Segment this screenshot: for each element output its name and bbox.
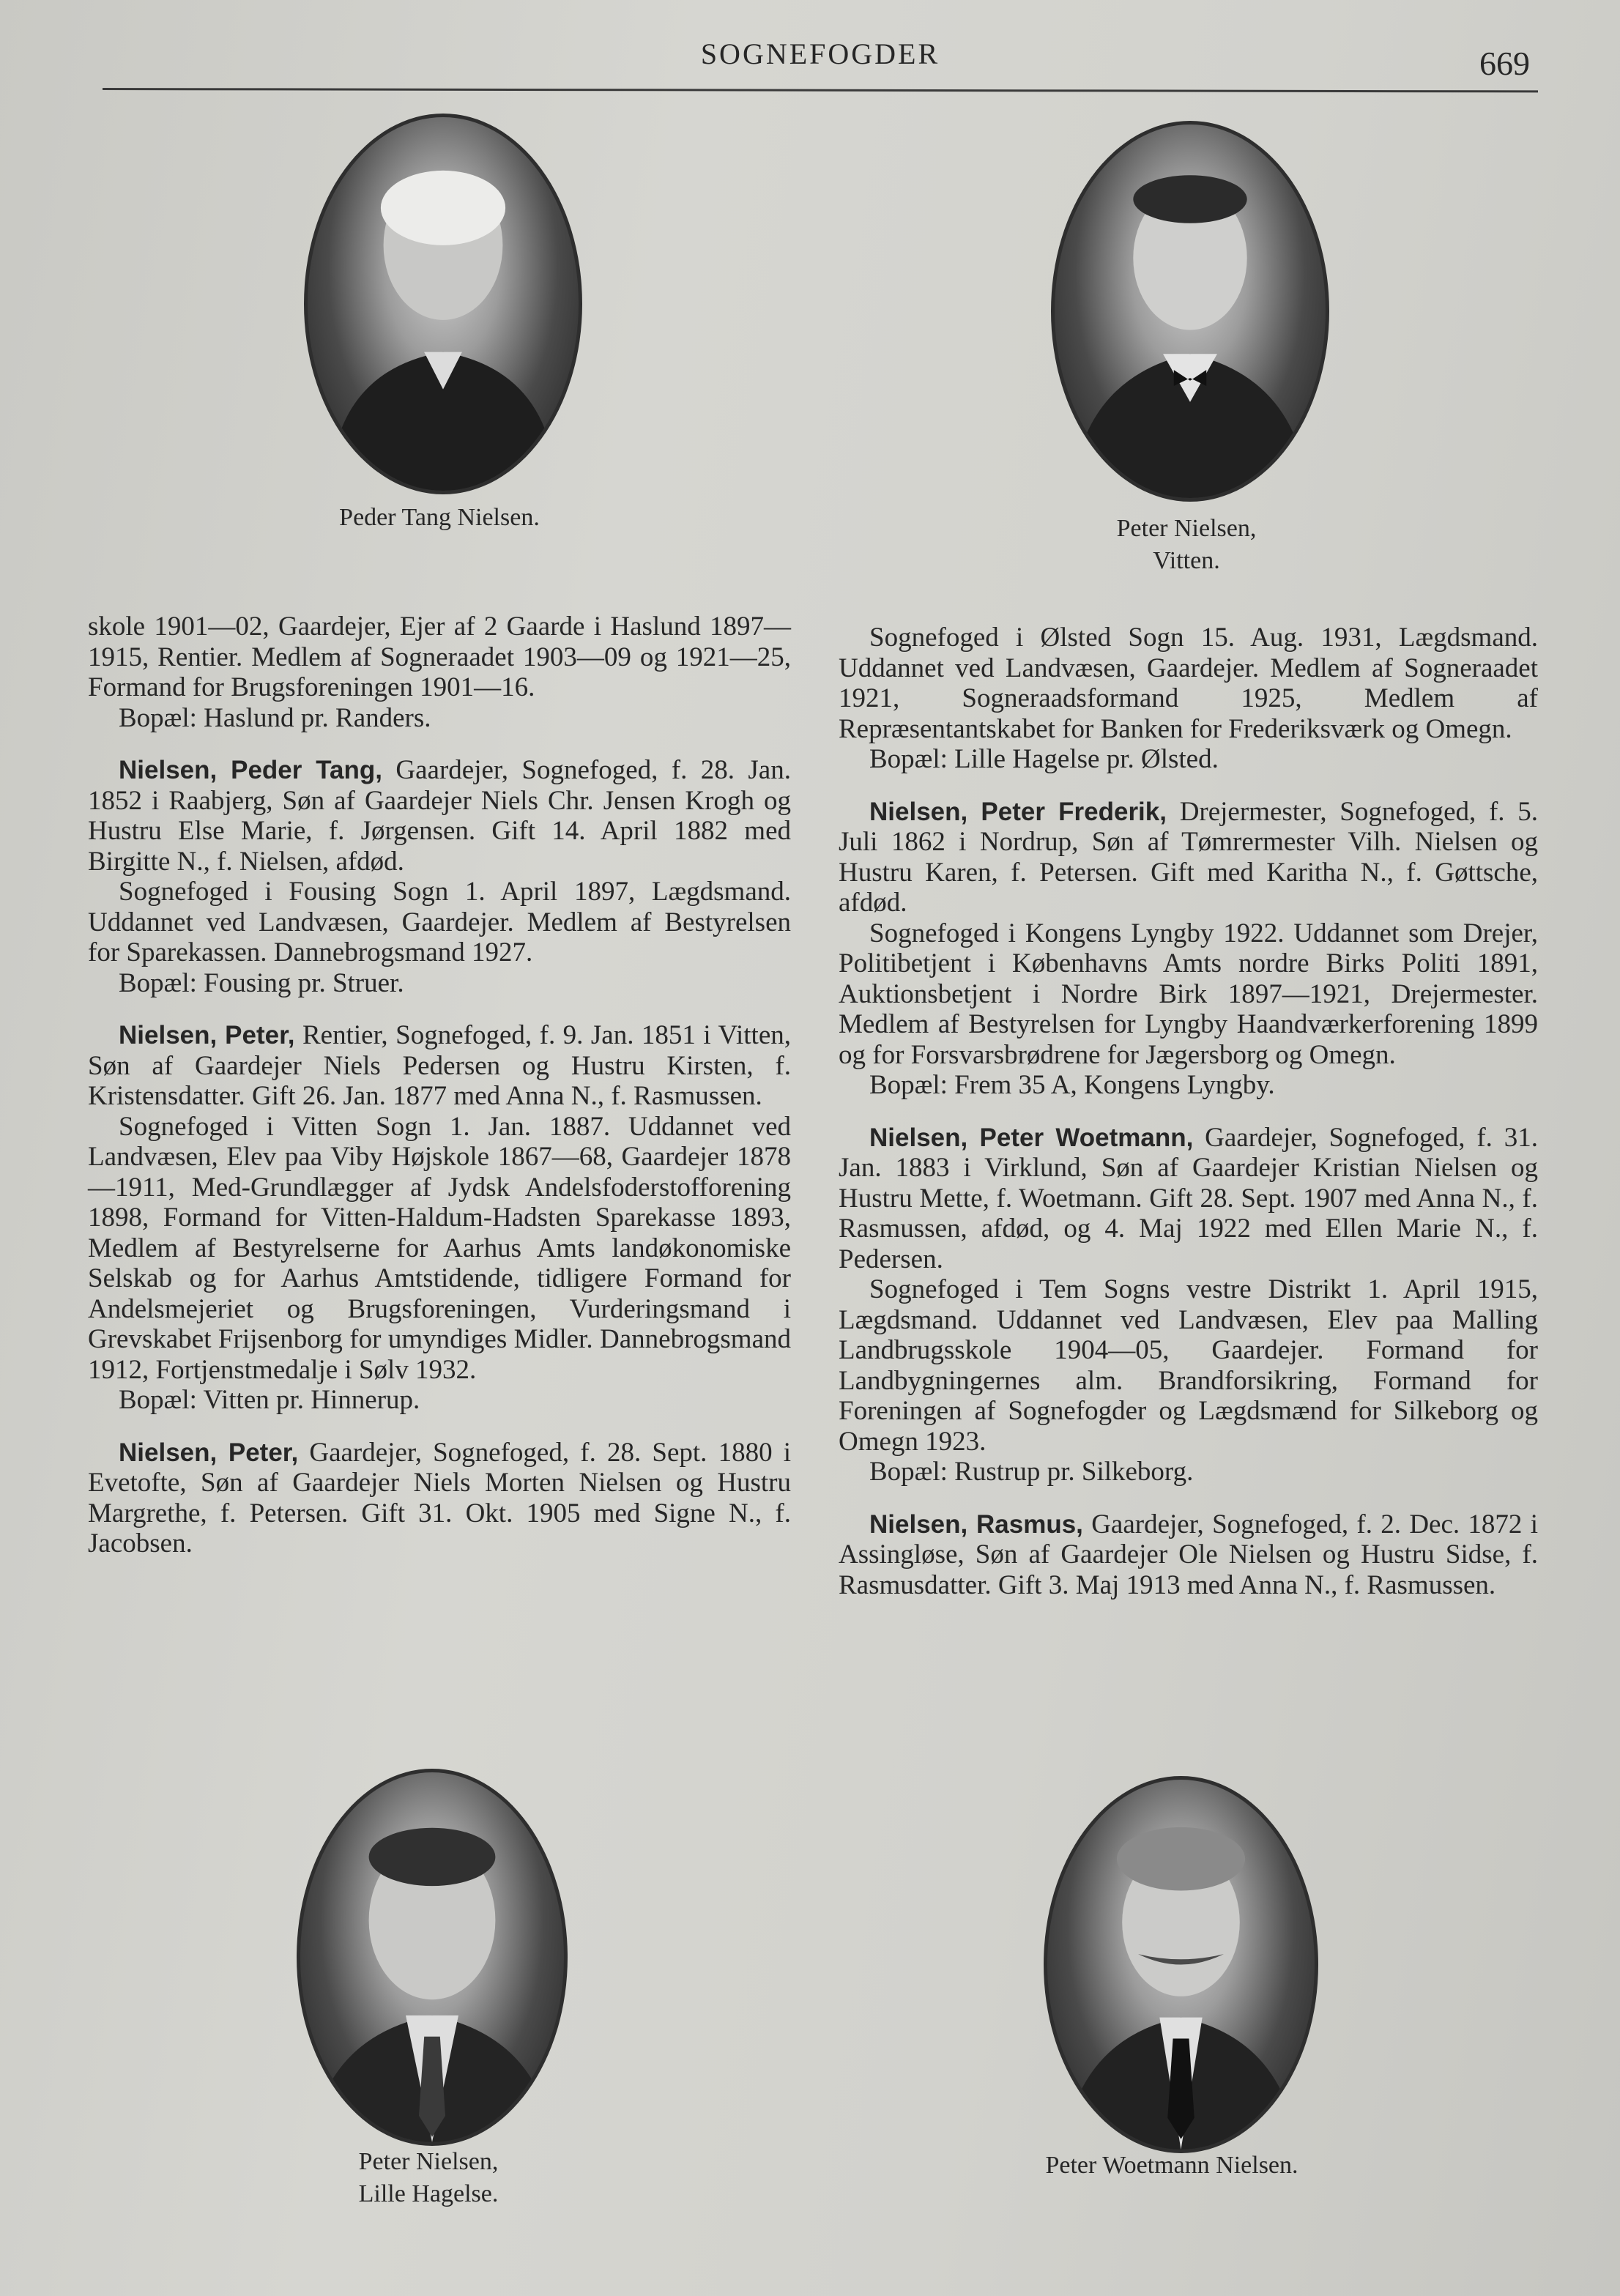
entry-bio [88, 1020, 791, 1112]
portrait-caption-top-left [264, 502, 615, 534]
biography-entry [839, 1509, 1538, 1601]
continuation-entry [88, 612, 791, 733]
entry-career: Sognefoged i Vitten Sogn 1. Jan. 1887. Uddannet ved Landvæsen, Elev paa Viby Højskole 1867—68, Gaardejer 1878—1911, Med-Grundlægger af Jydsk Andelsfoderstofforening 1898, Formand for Vitten-Haldum-Hadsten Sparekasse 1893, Medlem af Bestyrelserne for Aarhus Amts landøkonomiske Selskab og for Aarhus Amtstidende, tidligere Formand for Andelsmejeriet og Brugsforeningen, Vurderingsmand i Grevskabet Frijsenborg for umyndiges Midler. Dannebrogsmand 1912, Fortjenstmedalje i Sølv 1932. [88, 1111, 791, 1385]
caption-line: Peter Woetmann Nielsen. [1045, 2152, 1298, 2179]
entry-address: Bopæl: Lille Hagelse pr. Ølsted. [869, 744, 1219, 774]
portrait-peter-nielsen-vitten [1051, 121, 1329, 502]
portrait-peder-tang-nielsen [304, 114, 582, 494]
entry-bio [839, 1123, 1538, 1275]
continuation-entry [839, 623, 1538, 775]
entry-bio-text: Drejermester, Sognefoged, f. 5. Juli 1862 i Nordrup, Søn af Tømrermester Vilh. Nielsen og Hustru Karen, f. Petersen. Gift med Karitha N., f. Gøttsche, afdød. [839, 796, 1538, 918]
entry-name: Nielsen, Rasmus, [869, 1509, 1083, 1539]
entry-address: Bopæl: Haslund pr. Randers. [119, 702, 431, 733]
entry-bio [839, 797, 1538, 918]
caption-line: Peter Nielsen, [1116, 515, 1257, 542]
entry-bio-text: Gaardejer, Sognefoged, f. 2. Dec. 1872 i Assingløse, Søn af Gaardejer Ole Nielsen og Hustru Sidse, f. Rasmusdatter. Gift 3. Maj 1913 med Anna N., f. Rasmussen. [839, 1509, 1539, 1600]
entry-bio-text: Gaardejer, Sognefoged, f. 28. Sept. 1880 i Evetofte, Søn af Gaardejer Niels Morten Nielsen og Hustru Margrethe, f. Petersen. Gift 31. Okt. 1905 med Signe N., f. Jacobsen. [88, 1437, 791, 1558]
portrait-peter-nielsen-lille-hagelse [297, 1769, 568, 2146]
page-number: 669 [1479, 45, 1530, 82]
entry-name: Nielsen, Peter Woetmann, [869, 1123, 1194, 1152]
biography-entry [839, 797, 1538, 1101]
entry-address: Bopæl: Rustrup pr. Silkeborg. [869, 1457, 1194, 1487]
entry-address: Bopæl: Frem 35 A, Kongens Lyngby. [869, 1070, 1275, 1100]
portrait-caption-top-right [1011, 513, 1362, 577]
entry-name: Nielsen, Peter, [119, 1438, 299, 1467]
entry-bio [88, 1438, 791, 1559]
right-column [839, 623, 1538, 1600]
biography-entry [88, 755, 791, 998]
caption-line: Peder Tang Nielsen. [339, 504, 540, 531]
left-column [88, 612, 791, 1559]
entry-career: Sognefoged i Ølsted Sogn 15. Aug. 1931, Lægdsmand. Uddannet ved Landvæsen, Gaardejer. Medlem af Sogneraadet 1921, Sogneraadsformand 1925, Medlem af Repræsentantskabet for Banken for Frederiksværk og Omegn. [839, 623, 1538, 744]
entry-name: Nielsen, Peter, [119, 1021, 295, 1049]
entry-name: Nielsen, Peter Frederik, [869, 797, 1167, 826]
entry-career: Sognefoged i Kongens Lyngby 1922. Uddannet som Drejer, Politibetjent i Københavns Amts nordre Birks Politi 1891, Auktionsbetjent i Nordre Birk 1897—1921, Drejermester. Medlem af Bestyrelsen for Lyngby Haandværkerforening 1899 og for Forsvarsbrødrene for Jægersborg og Omegn. [839, 918, 1538, 1070]
entry-bio-text: Gaardejer, Sognefoged, f. 28. Jan. 1852 i Raabjerg, Søn af Gaardejer Niels Chr. Jensen Krogh og Hustru Else Marie, f. Jørgensen. Gift 14. April 1882 med Birgitte N., f. Nielsen, afdød. [88, 755, 791, 877]
entry-name: Nielsen, Peder Tang, [119, 756, 382, 784]
biography-entry [839, 1123, 1538, 1487]
entry-bio-text: Gaardejer, Sognefoged, f. 31. Jan. 1883 i Virklund, Søn af Gaardejer Kristian Nielsen og Hustru Mette, f. Woetmann. Gift 28. Sept. 1907 med Anna N., f. Rasmussen, afdød, og 4. Maj 1922 med Ellen Marie N., f. Pedersen. [839, 1122, 1538, 1274]
portrait-caption-bottom-left [253, 2146, 604, 2210]
header-rule [103, 88, 1538, 92]
entry-career: skole 1901—02, Gaardejer, Ejer af 2 Gaarde i Haslund 1897—1915, Rentier. Medlem af Sogneraadet 1903—09 og 1921—25, Formand for Brugsforeningen 1901—16. [88, 612, 791, 702]
entry-address: Bopæl: Vitten pr. Hinnerup. [119, 1385, 420, 1415]
portrait-caption-bottom-right [996, 2150, 1348, 2182]
entry-bio [88, 755, 791, 877]
entry-career: Sognefoged i Tem Sogns vestre Distrikt 1. April 1915, Lægdsmand. Uddannet ved Landvæsen, Elev paa Malling Landbrugsskole 1904—05, Gaardejer. Formand for Landbygningernes alm. Brandforsikring, Formand for Foreningen af Sognefogder og Lægdsmænd for Silkeborg og Omegn 1923. [839, 1274, 1538, 1457]
entry-bio-text: Rentier, Sognefoged, f. 9. Jan. 1851 i Vitten, Søn af Gaardejer Niels Pedersen og Hustru Kirsten, f. Kristensdatter. Gift 26. Jan. 1877 med Anna N., f. Rasmussen. [88, 1020, 792, 1111]
caption-line: Vitten. [1153, 547, 1220, 574]
entry-address: Bopæl: Fousing pr. Struer. [119, 967, 404, 998]
entry-career: Sognefoged i Fousing Sogn 1. April 1897, Lægdsmand. Uddannet ved Landvæsen, Gaardejer. Medlem af Bestyrelsen for Sparekassen. Dannebrogsmand 1927. [88, 877, 791, 967]
biography-entry [88, 1438, 791, 1559]
portrait-peter-woetmann-nielsen [1044, 1776, 1318, 2153]
biography-entry [88, 1020, 791, 1416]
caption-line: Lille Hagelse. [358, 2180, 499, 2207]
caption-line: Peter Nielsen, [358, 2148, 499, 2175]
running-header: SOGNEFOGDER [700, 37, 940, 70]
entry-bio [839, 1509, 1538, 1601]
